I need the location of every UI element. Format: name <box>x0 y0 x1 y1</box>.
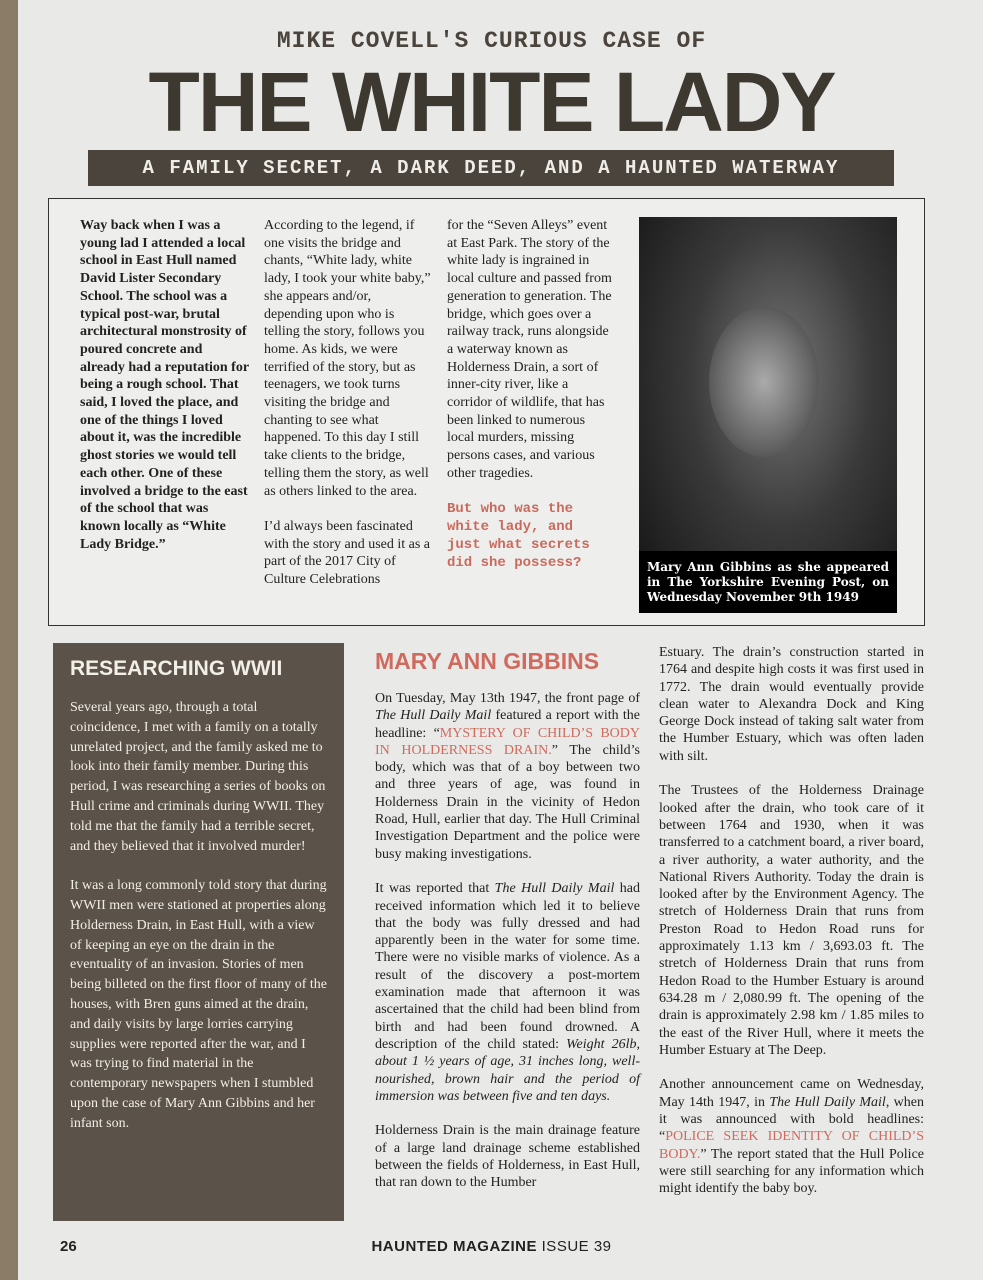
intro-paragraph: for the “Seven Alleys” event at East Park. The story of the white lady is ingrained in local culture and passed from generation to generation. The bridge, which goes over a railway track, runs alongside a waterway known as Holderness Drain, a sort of inner-city river, like a corridor of wildlife, that has been linked to numerous local murders, missing persons cases, and various other tragedies. <box>447 218 612 481</box>
magazine-name: HAUNTED MAGAZINE <box>371 1238 537 1255</box>
footer <box>0 1238 983 1255</box>
portrait-face <box>709 307 819 457</box>
article-heading: MARY ANN GIBBINS <box>375 648 600 674</box>
sidebar-title: RESEARCHING WWII <box>70 657 283 680</box>
headline-quote: POLICE SEEK IDENTITY OF CHILD’S BODY. <box>659 1129 924 1162</box>
sidebar-box <box>53 643 344 1221</box>
photo-caption: Mary Ann Gibbins as she appeared in The Yorkshire Evening Post, on Wednesday November 9th 1949 <box>639 551 897 613</box>
headline-quote: MYSTERY OF CHILD’S BODY IN HOLDERNESS DRAIN. <box>375 725 640 758</box>
page-edge-strip <box>0 0 18 1280</box>
text-run: It was reported that <box>375 881 495 897</box>
text-run: ” The child’s body, which was that of a boy between two and three years of age, was found in Holderness Drain in the vicinity of Hedon Road, Hull, earlier that day. The Hull Criminal Investigation Department and the police were busy making investigations. <box>375 742 640 862</box>
article-paragraph <box>375 880 640 1105</box>
italic-text: The Hull Daily Mail <box>375 708 492 724</box>
text-run: Another announcement came on Wednesday, May 14th 1947, in <box>659 1077 924 1110</box>
article-paragraph <box>659 644 924 765</box>
article-paragraph <box>375 690 640 863</box>
pull-quote: But who was the white lady, and just what secrets did she possess? <box>447 501 590 572</box>
article-col-2 <box>659 644 924 1215</box>
issue-number: ISSUE 39 <box>541 1238 612 1255</box>
text-run: The Trustees of the Holderness Drainage looked after the drain, who took care of it between 1764 and 1930, when it was transferred to a catchment board, a river board, a river authority, a water authority, and the National Rivers Authority. Today the drain is looked after by the Environment Agency. The stretch of Holderness Drain that runs from Preston Road to Hedon Road runs for approximately 1.13 km / 3,693.03 ft. The stretch of Holderness Drain that runs from Hedon Road to the Humber Estuary is around 634.28 m / 2,080.99 ft. The opening of the drain is approximately 2.98 km / 1.85 miles to the east of the River Hull, where it meets the Humber Estuary at The Deep. <box>659 783 924 1058</box>
italic-text: Weight 26lb, about 1 ½ years of age, 31 inches long, well-nourished, brown hair and the period of immersion was between five and ten days. <box>375 1036 641 1104</box>
page-title: THE WHITE LADY <box>148 55 835 149</box>
article-paragraph <box>659 782 924 1059</box>
intro-paragraph: According to the legend, if one visits the bridge and chants, “White lady, white lady, I took your white baby,” she appears and/or, depending upon who is telling the story, follows you home. As kids, we were terrified of the story, but as teenagers, we took turns visiting the bridge and chanting to see what happened. To this day I still take clients to the bridge, telling them the story, as well as others linked to the area. <box>264 218 431 499</box>
intro-box <box>48 198 925 626</box>
text-run: had received information which led it to believe that the body was fully dressed and had apparently been in the water for some time. There were no visible marks of violence. As a result of the discovery a post-mortem examination made that afternoon it was ascertained that the child had been blind from birth and had been found drowned. A description of the child stated: <box>375 881 640 1052</box>
italic-text: The Hull Daily Mail <box>769 1094 886 1110</box>
text-run: ” The report stated that the Hull Police were still searching for any information which might identify the baby boy. <box>659 1146 924 1197</box>
intro-paragraph: I’d always been fascinated with the story and used it as a part of the 2017 City of Culture Celebrations <box>264 518 431 588</box>
portrait-photo <box>639 217 897 613</box>
subtitle-banner: A FAMILY SECRET, A DARK DEED, AND A HAUNTED WATERWAY <box>88 150 894 186</box>
intro-col-2 <box>264 217 432 606</box>
article-paragraph <box>659 1076 924 1197</box>
intro-col-1 <box>80 217 250 571</box>
article-col-1 <box>375 690 640 1209</box>
intro-col-3 <box>447 217 615 572</box>
italic-text: The Hull Daily Mail <box>494 881 615 897</box>
intro-paragraph: Way back when I was a young lad I attended a local school in East Hull named David Lister Secondary School. The school was a typical post-war, brutal architectural monstrosity of poured concrete and already had a reputation for being a rough school. That said, I loved the place, and one of the things I loved about it, was the incredible ghost stories we would tell each other. One of these involved a bridge to the east of the school that was known locally as “White Lady Bridge.” <box>80 218 249 552</box>
text-run: Holderness Drain is the main drainage feature of a large land drainage scheme established between the fields of Holderness, in East Hull, that ran down to the Humber <box>375 1123 640 1191</box>
sidebar-paragraph: Several years ago, through a total coincidence, I met with a family on a totally unrelated project, and the family asked me to look into their family member. During this period, I was researching a series of books on Hull crime and criminals during WWII. They told me that the family had a terrible secret, and they believed that it involved murder! <box>70 700 326 854</box>
text-run: Estuary. The drain’s construction started in 1764 and despite high costs it was first used in 1772. The drain would eventually provide clean water to Alexandra Dock and King George Dock instead of taking salt water from the Humber Estuary, which was often laden with silt. <box>659 645 924 764</box>
text-run: featured a report with the headline: “ <box>375 708 640 741</box>
page-number: 26 <box>60 1238 77 1255</box>
article-paragraph <box>375 1122 640 1191</box>
kicker: MIKE COVELL'S CURIOUS CASE OF <box>276 28 707 54</box>
text-run: , when it was announced with bold headlines: “ <box>659 1094 924 1145</box>
sidebar-paragraph: It was a long commonly told story that during WWII men were stationed at properties along Holderness Drain, in East Hull, with a view of keeping an eye on the drain in the eventuality of an invasion. Stories of men being billeted on the first floor of many of the houses, with Bren guns aimed at the drain, and daily visits by large lorries carrying supplies were reported after the war, and I was trying to find material in the contemporary newspapers when I stumbled upon the case of Mary Ann Gibbins and her infant son. <box>70 878 327 1131</box>
text-run: On Tuesday, May 13th 1947, the front page of <box>375 691 640 706</box>
